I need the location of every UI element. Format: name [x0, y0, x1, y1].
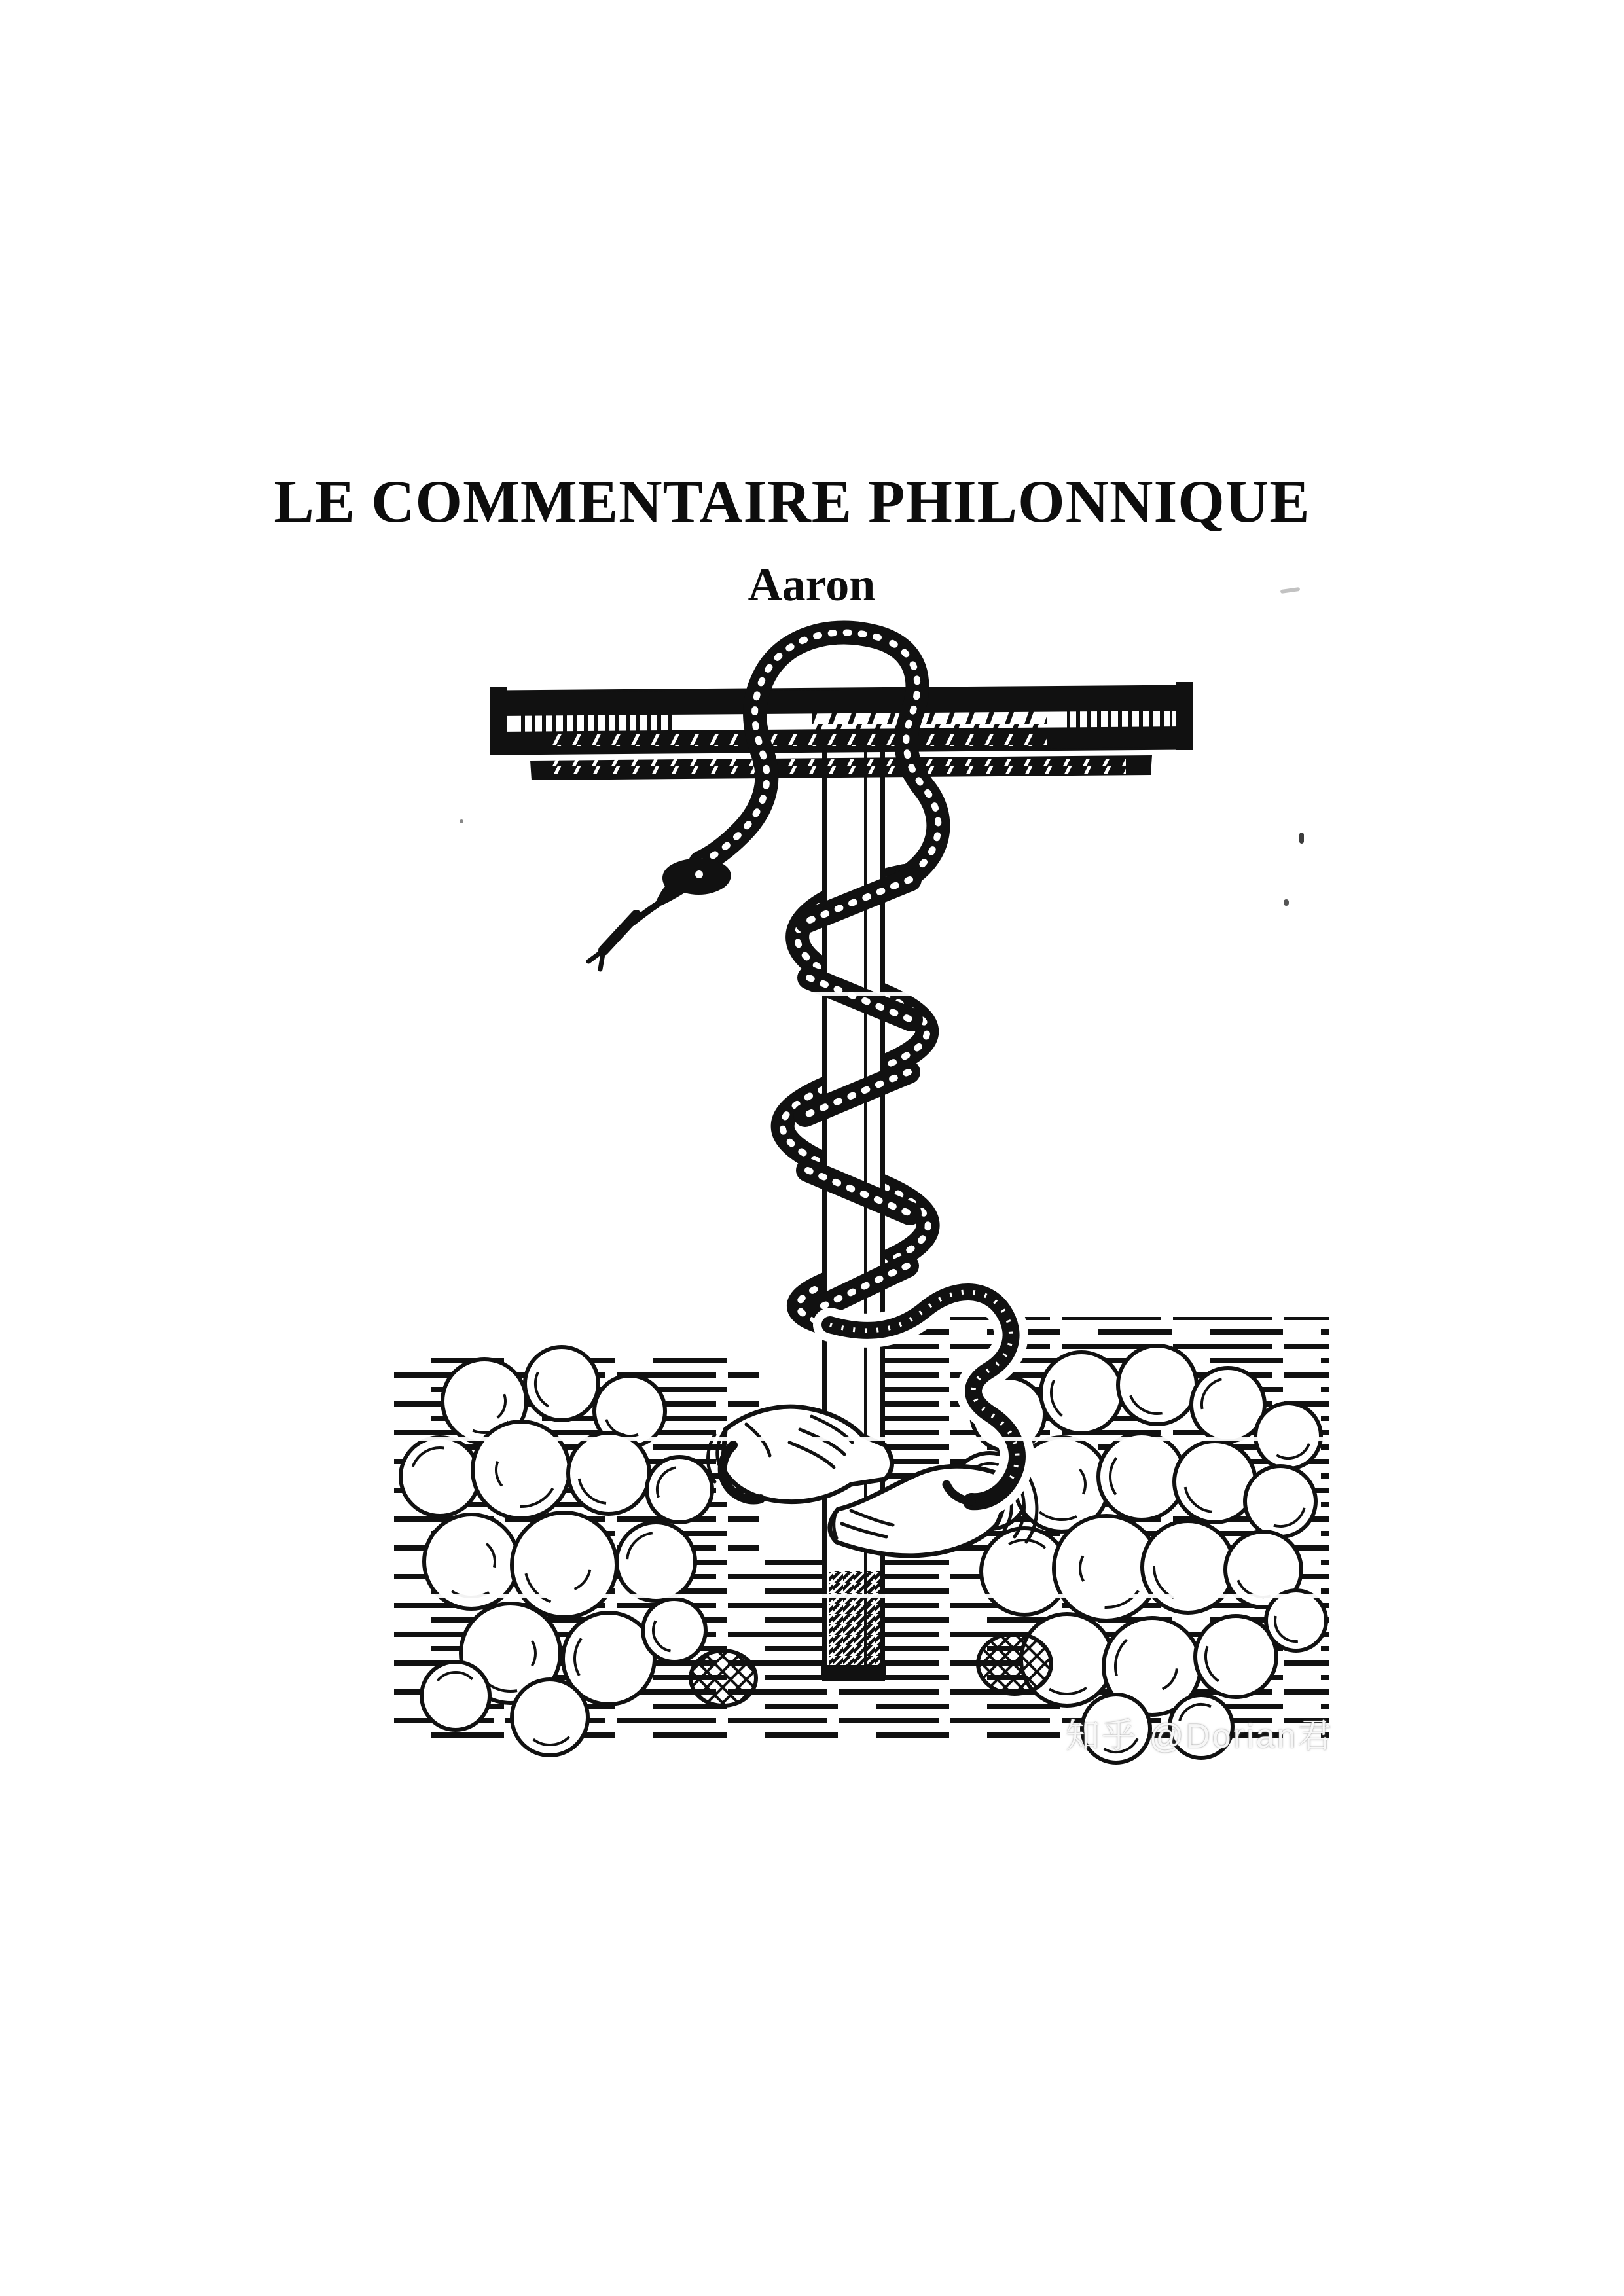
- scan-speck: [460, 819, 463, 823]
- crosshatch-ball-left: [691, 1651, 756, 1706]
- scan-speck: [1284, 899, 1289, 906]
- serpent-eye: [695, 870, 703, 878]
- woodcut-svg: [393, 619, 1329, 1765]
- serpent-head-loop: [588, 632, 938, 969]
- page-title: LE COMMENTAIRE PHILONNIQUE: [274, 467, 1310, 535]
- serpent-head: [653, 858, 731, 908]
- crossbar: [490, 682, 1193, 780]
- scan-speck: [1299, 833, 1304, 844]
- crosshatch-ball-right: [978, 1634, 1051, 1694]
- page-subtitle: Aaron: [748, 558, 876, 611]
- watermark: 知乎 @Dorian君: [1066, 1717, 1334, 1755]
- woodcut-illustration: [393, 619, 1329, 1765]
